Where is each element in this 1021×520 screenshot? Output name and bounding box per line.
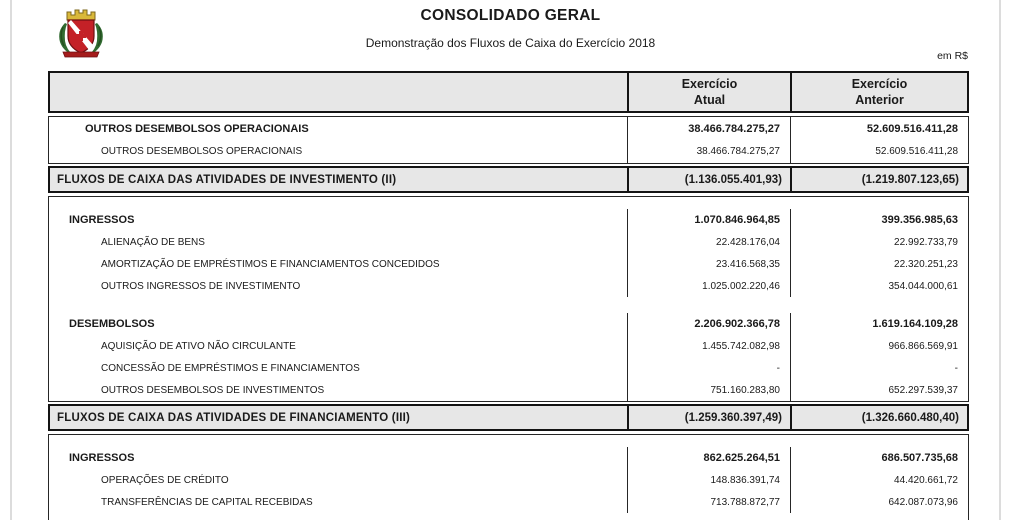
value-exercicio-anterior: 22.320.251,23 xyxy=(790,253,968,275)
value-exercicio-anterior: 354.044.000,61 xyxy=(790,275,968,297)
table-row xyxy=(49,275,968,297)
investimento-block xyxy=(48,196,969,402)
value-exercicio-anterior: 399.356.985,63 xyxy=(790,209,968,231)
row-label: DESEMBOLSOS xyxy=(69,318,155,330)
value-exercicio-atual: 148.836.391,74 xyxy=(627,469,790,491)
header-exercicio-anterior xyxy=(790,73,967,111)
section-label: FLUXOS DE CAIXA DAS ATIVIDADES DE FINANCIAMENTO (III) xyxy=(57,411,411,424)
table-row xyxy=(49,253,968,275)
value-exercicio-anterior: 44.420.661,72 xyxy=(790,469,968,491)
value-exercicio-atual: 751.160.283,80 xyxy=(627,379,790,401)
value-exercicio-anterior: - xyxy=(790,357,968,379)
table-row xyxy=(49,117,968,140)
row-label: TRANSFERÊNCIAS DE CAPITAL RECEBIDAS xyxy=(101,496,313,508)
row-label: INGRESSOS xyxy=(69,214,135,226)
value-exercicio-atual: 1.070.846.964,85 xyxy=(627,209,790,231)
header-line: Anterior xyxy=(855,93,904,107)
currency-note: em R$ xyxy=(937,50,968,62)
row-label: ALIENAÇÃO DE BENS xyxy=(101,236,205,248)
table-row xyxy=(49,313,968,335)
value-exercicio-atual: 1.455.742.082,98 xyxy=(627,335,790,357)
value-exercicio-anterior: 1.619.164.109,28 xyxy=(790,313,968,335)
financiamento-block xyxy=(48,434,969,520)
value-exercicio-atual: 22.428.176,04 xyxy=(627,231,790,253)
value-exercicio-anterior: 686.507.735,68 xyxy=(790,447,968,469)
row-label: AQUISIÇÃO DE ATIVO NÃO CIRCULANTE xyxy=(101,340,296,352)
header-exercicio-atual xyxy=(627,73,790,111)
header-line: Atual xyxy=(693,93,726,107)
value-exercicio-anterior: 22.992.733,79 xyxy=(790,231,968,253)
row-label: OPERAÇÕES DE CRÉDITO xyxy=(101,474,229,486)
value-exercicio-anterior: 652.297.539,37 xyxy=(790,379,968,401)
page-edge-left xyxy=(10,0,12,520)
row-label: OUTROS DESEMBOLSOS DE INVESTIMENTOS xyxy=(101,384,325,396)
value-exercicio-atual: 23.416.568,35 xyxy=(627,253,790,275)
value-exercicio-atual: 1.025.002.220,46 xyxy=(627,275,790,297)
value-exercicio-anterior: 642.087.073,96 xyxy=(790,491,968,513)
value-exercicio-anterior: (1.326.660.480,40) xyxy=(790,406,967,429)
value-exercicio-atual: (1.136.055.401,93) xyxy=(627,168,790,191)
row-label: INGRESSOS xyxy=(69,452,135,464)
value-exercicio-anterior: 52.609.516.411,28 xyxy=(790,140,968,163)
value-exercicio-atual: 713.788.872,77 xyxy=(627,491,790,513)
header-description-cell xyxy=(50,73,627,111)
value-exercicio-atual: 38.466.784.275,27 xyxy=(627,140,790,163)
row-label: OUTROS DESEMBOLSOS OPERACIONAIS xyxy=(101,146,303,157)
cash-flow-table xyxy=(48,71,969,520)
section-label: FLUXOS DE CAIXA DAS ATIVIDADES DE INVESTIMENTO (II) xyxy=(57,173,397,186)
value-exercicio-anterior: 52.609.516.411,28 xyxy=(790,117,968,140)
table-row xyxy=(49,140,968,163)
page-subtitle: Demonstração dos Fluxos de Caixa do Exercício 2018 xyxy=(365,36,656,50)
table-header-row xyxy=(48,71,969,113)
value-exercicio-atual: 2.206.902.366,78 xyxy=(627,313,790,335)
row-label: OUTROS INGRESSOS DE INVESTIMENTO xyxy=(101,280,301,292)
header-line: Exercício xyxy=(681,76,738,91)
table-row xyxy=(49,379,968,401)
table-row xyxy=(49,209,968,231)
page-title: CONSOLIDADO GERAL xyxy=(420,7,601,24)
table-row xyxy=(49,357,968,379)
value-exercicio-anterior: 966.866.569,91 xyxy=(790,335,968,357)
table-row xyxy=(49,335,968,357)
value-exercicio-atual: (1.259.360.397,49) xyxy=(627,406,790,429)
section-total-investimento xyxy=(48,166,969,193)
row-label: AMORTIZAÇÃO DE EMPRÉSTIMOS E FINANCIAMENTOS CONCEDIDOS xyxy=(101,258,440,270)
section-total-financiamento xyxy=(48,404,969,431)
page-edge-right xyxy=(999,0,1001,520)
section-spacer xyxy=(49,297,968,313)
header-line: Exercício xyxy=(851,76,908,91)
value-exercicio-atual: 862.625.264,51 xyxy=(627,447,790,469)
table-row xyxy=(49,447,968,469)
table-row xyxy=(49,469,968,491)
operational-block xyxy=(48,116,969,164)
table-row xyxy=(49,231,968,253)
table-row xyxy=(49,491,968,513)
value-exercicio-anterior: (1.219.807.123,65) xyxy=(790,168,967,191)
value-exercicio-atual: - xyxy=(627,357,790,379)
row-label: OUTROS DESEMBOLSOS OPERACIONAIS xyxy=(85,122,309,135)
value-exercicio-atual: 38.466.784.275,27 xyxy=(627,117,790,140)
row-label: CONCESSÃO DE EMPRÉSTIMOS E FINANCIAMENTOS xyxy=(101,362,360,374)
